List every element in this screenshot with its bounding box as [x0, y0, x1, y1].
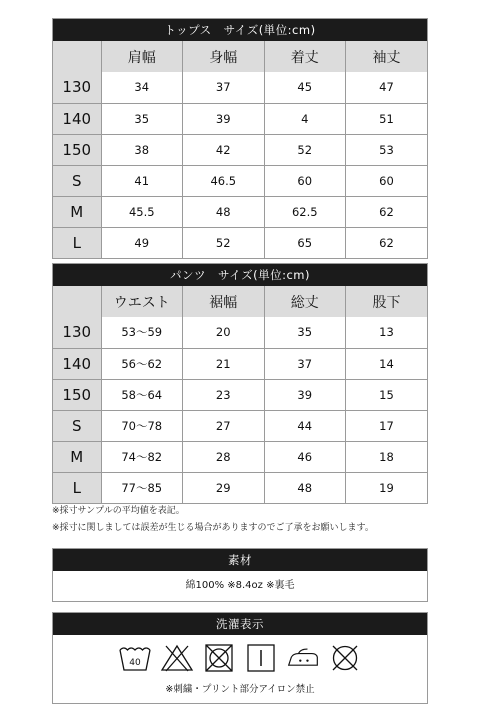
table-row — [53, 472, 427, 503]
pants-corner-cell — [53, 286, 101, 317]
pants-size-table — [53, 286, 427, 503]
tops-col-header: 着丈 — [264, 41, 346, 72]
size-value: 77～85 — [101, 472, 183, 503]
size-value: 38 — [101, 134, 183, 165]
table-row — [53, 227, 427, 258]
care-icons — [53, 635, 427, 679]
size-value: 60 — [346, 165, 428, 196]
measurement-notes — [52, 503, 374, 537]
size-value: 39 — [264, 379, 346, 410]
size-label: 140 — [53, 348, 101, 379]
size-value: 35 — [264, 317, 346, 348]
size-value: 45.5 — [101, 196, 183, 227]
table-row — [53, 410, 427, 441]
table-row — [53, 165, 427, 196]
size-value: 21 — [183, 348, 265, 379]
no-dry-clean-icon — [328, 643, 362, 673]
wash-note: ※刺繍・プリント部分アイロン禁止 — [165, 684, 315, 695]
table-row — [53, 379, 427, 410]
size-label: M — [53, 441, 101, 472]
iron-medium-icon — [286, 643, 320, 673]
note-line: ※採寸サンプルの平均値を表記。 — [52, 506, 185, 516]
no-tumble-dry-icon — [202, 643, 236, 673]
tops-col-header: 袖丈 — [346, 41, 428, 72]
material-section — [52, 548, 428, 602]
wash-title: 洗濯表示 — [53, 613, 427, 635]
pants-size-section — [52, 263, 428, 504]
size-value: 46.5 — [183, 165, 265, 196]
size-value: 4 — [264, 103, 346, 134]
size-label: 150 — [53, 134, 101, 165]
pants-title: パンツ サイズ(単位:cm) — [53, 264, 427, 286]
tops-corner-cell — [53, 41, 101, 72]
size-label: S — [53, 410, 101, 441]
tops-header-row — [53, 41, 427, 72]
size-value: 49 — [101, 227, 183, 258]
size-label: L — [53, 227, 101, 258]
size-value: 15 — [346, 379, 428, 410]
tops-col-header: 肩幅 — [101, 41, 183, 72]
size-value: 45 — [264, 72, 346, 103]
material-title: 素材 — [53, 549, 427, 571]
size-value: 60 — [264, 165, 346, 196]
no-bleach-icon — [160, 643, 194, 673]
tops-col-header: 身幅 — [183, 41, 265, 72]
table-row — [53, 103, 427, 134]
size-value: 65 — [264, 227, 346, 258]
material-text: 綿100% ※8.4oz ※裏毛 — [185, 580, 295, 591]
tops-size-table — [53, 41, 427, 258]
size-label: 150 — [53, 379, 101, 410]
size-value: 44 — [264, 410, 346, 441]
pants-col-header: 股下 — [346, 286, 428, 317]
table-row — [53, 134, 427, 165]
size-label: 130 — [53, 72, 101, 103]
size-label: 130 — [53, 317, 101, 348]
size-value: 48 — [183, 196, 265, 227]
size-value: 70～78 — [101, 410, 183, 441]
table-row — [53, 196, 427, 227]
note-line: ※採寸に関しましては誤差が生じる場合がありますのでご了承をお願いします。 — [52, 523, 374, 533]
size-value: 47 — [346, 72, 428, 103]
size-value: 51 — [346, 103, 428, 134]
size-value: 23 — [183, 379, 265, 410]
size-value: 62 — [346, 196, 428, 227]
line-dry-icon — [244, 643, 278, 673]
size-value: 48 — [264, 472, 346, 503]
size-value: 39 — [183, 103, 265, 134]
table-row — [53, 317, 427, 348]
wash-temperature-label: 40 — [129, 658, 141, 668]
size-label: S — [53, 165, 101, 196]
size-value: 42 — [183, 134, 265, 165]
size-value: 34 — [101, 72, 183, 103]
pants-header-row — [53, 286, 427, 317]
size-value: 35 — [101, 103, 183, 134]
size-value: 37 — [183, 72, 265, 103]
pants-col-header: 総丈 — [264, 286, 346, 317]
size-value: 58～64 — [101, 379, 183, 410]
size-label: 140 — [53, 103, 101, 134]
size-value: 19 — [346, 472, 428, 503]
size-value: 52 — [183, 227, 265, 258]
size-value: 37 — [264, 348, 346, 379]
size-value: 20 — [183, 317, 265, 348]
size-value: 17 — [346, 410, 428, 441]
wash-section — [52, 612, 428, 704]
size-value: 14 — [346, 348, 428, 379]
pants-col-header: ウエスト — [101, 286, 183, 317]
size-value: 28 — [183, 441, 265, 472]
table-row — [53, 348, 427, 379]
size-value: 56～62 — [101, 348, 183, 379]
size-value: 29 — [183, 472, 265, 503]
table-row — [53, 72, 427, 103]
size-value: 53 — [346, 134, 428, 165]
size-value: 41 — [101, 165, 183, 196]
size-value: 52 — [264, 134, 346, 165]
size-label: L — [53, 472, 101, 503]
size-value: 62 — [346, 227, 428, 258]
table-row — [53, 441, 427, 472]
size-value: 18 — [346, 441, 428, 472]
pants-col-header: 裾幅 — [183, 286, 265, 317]
wash-40-icon — [118, 643, 152, 673]
size-value: 74～82 — [101, 441, 183, 472]
tops-size-section — [52, 18, 428, 259]
size-value: 13 — [346, 317, 428, 348]
size-label: M — [53, 196, 101, 227]
size-value: 46 — [264, 441, 346, 472]
tops-title: トップス サイズ(単位:cm) — [53, 19, 427, 41]
size-value: 62.5 — [264, 196, 346, 227]
size-value: 27 — [183, 410, 265, 441]
size-value: 53～59 — [101, 317, 183, 348]
